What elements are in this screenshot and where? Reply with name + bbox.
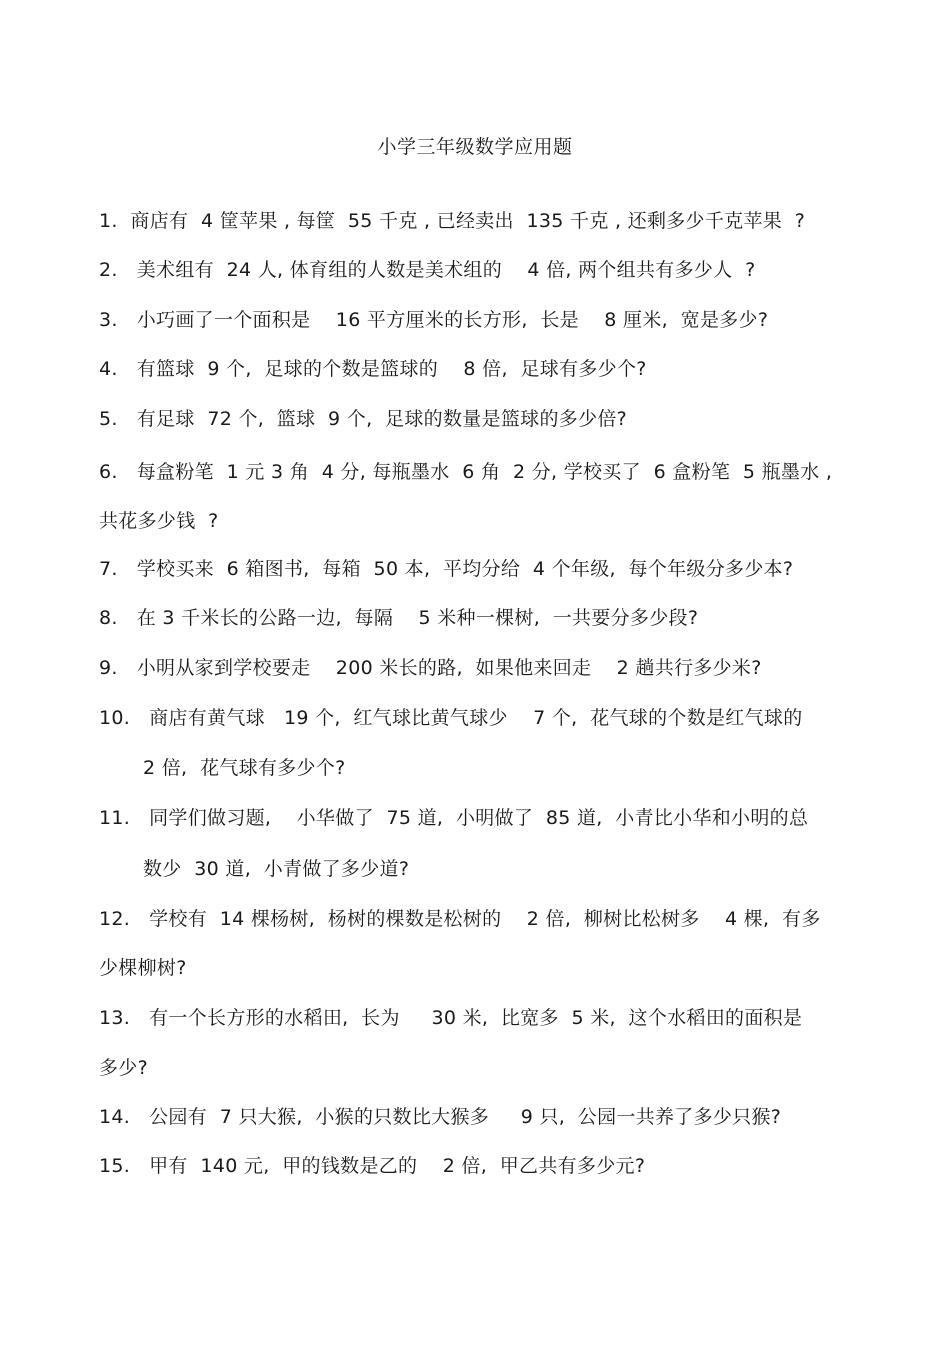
problem-line: 9. 小明从家到学校要走 200 米长的路, 如果他来回走 2 趟共行多少米? xyxy=(99,657,762,679)
problem-line: 8. 在 3 千米长的公路一边, 每隔 5 米种一棵树, 一共要分多少段? xyxy=(99,607,699,629)
problem-line: 10. 商店有黄气球 19 个, 红气球比黄气球少 7 个, 花气球的个数是红气球的 xyxy=(99,707,803,729)
problem-line: 1. 商店有 4 筐苹果 , 每筐 55 千克 , 已经卖出 135 千克 , 还剩多少千克苹果 ? xyxy=(99,210,806,232)
problem-line: 少棵柳树? xyxy=(99,957,187,979)
problem-line: 2 倍, 花气球有多少个? xyxy=(143,757,346,779)
problem-line: 共花多少钱 ? xyxy=(99,510,219,532)
problem-line: 数少 30 道, 小青做了多少道? xyxy=(143,858,410,880)
problem-line: 5. 有足球 72 个, 篮球 9 个, 足球的数量是篮球的多少倍? xyxy=(99,408,628,430)
problem-line: 4. 有篮球 9 个, 足球的个数是篮球的 8 倍, 足球有多少个? xyxy=(99,358,647,380)
problem-line: 15. 甲有 140 元, 甲的钱数是乙的 2 倍, 甲乙共有多少元? xyxy=(99,1155,646,1177)
problem-line: 2. 美术组有 24 人, 体育组的人数是美术组的 4 倍, 两个组共有多少人 ? xyxy=(99,259,756,281)
problem-line: 13. 有一个长方形的水稻田, 长为 30 米, 比宽多 5 米, 这个水稻田的面积是 xyxy=(99,1007,803,1029)
problem-line: 7. 学校买来 6 箱图书, 每箱 50 本, 平均分给 4 个年级, 每个年级分多少本? xyxy=(99,558,794,580)
problem-line: 14. 公园有 7 只大猴, 小猴的只数比大猴多 9 只, 公园一共养了多少只猴? xyxy=(99,1106,782,1128)
problem-line: 6. 每盒粉笔 1 元 3 角 4 分, 每瓶墨水 6 角 2 分, 学校买了 6 盒粉笔 5 瓶墨水 , xyxy=(99,461,833,483)
problem-line: 12. 学校有 14 棵杨树, 杨树的棵数是松树的 2 倍, 柳树比松树多 4 棵, 有多 xyxy=(99,908,821,930)
problem-line: 3. 小巧画了一个面积是 16 平方厘米的长方形, 长是 8 厘米, 宽是多少? xyxy=(99,309,769,331)
problem-line: 多少? xyxy=(99,1057,148,1079)
problem-line: 11. 同学们做习题, 小华做了 75 道, 小明做了 85 道, 小青比小华和小明的总 xyxy=(99,807,809,829)
page-title: 小学三年级数学应用题 xyxy=(377,136,573,158)
